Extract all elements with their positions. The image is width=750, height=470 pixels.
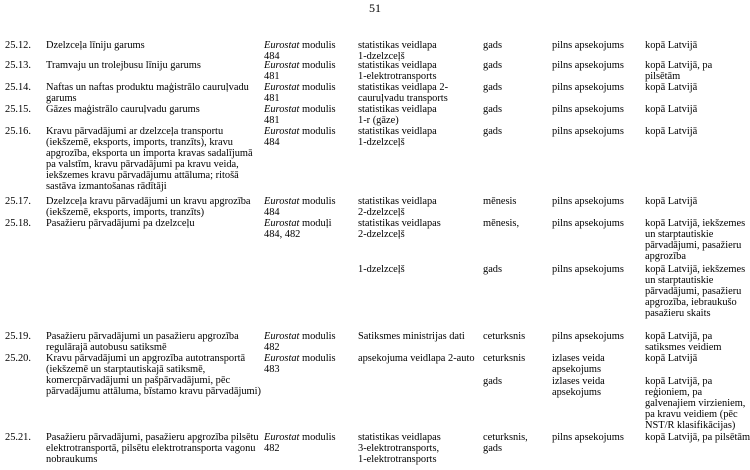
row-number: 25.14. — [5, 82, 31, 93]
indicator-text: Pasažieru pārvadājumi un pasažieru apgrozība regulārajā autobusu satiksmē — [46, 331, 239, 353]
source-module-number: 484 — [264, 51, 280, 62]
source-module — [264, 196, 336, 207]
source-word: modulis — [299, 432, 336, 443]
row-number: 25.21. — [5, 432, 31, 443]
source-module-number: 482 — [264, 342, 280, 353]
row-number: 25.17. — [5, 196, 31, 207]
source-eurostat: Eurostat — [264, 331, 300, 342]
detail: kopā Latvijā — [645, 196, 698, 207]
source-module-number: 481 — [264, 93, 280, 104]
detail: kopā Latvijā, pa satiksmes veidiem — [645, 331, 722, 353]
source-word: modulis — [299, 353, 336, 364]
indicator-text: Pasažieru pārvadājumi pa dzelzceļu — [46, 218, 195, 229]
data-form: Satiksmes ministrijas dati — [358, 331, 465, 342]
source-eurostat: Eurostat — [264, 60, 300, 71]
detail-secondary: kopā Latvijā, pa reģioniem, pa galvenajiem virzieniem, pa kravu veidiem (pēc NST/R klasifikācijas) — [645, 376, 746, 431]
source-module-number: 483 — [264, 364, 280, 375]
data-form: statistikas veidlapa 1-r (gāze) — [358, 104, 437, 126]
data-form: statistikas veidlapas 3-elektrotransports, 1-elektrotransports — [358, 432, 441, 465]
source-module — [264, 82, 336, 93]
detail: kopā Latvijā — [645, 353, 698, 364]
coverage: pilns apsekojums — [552, 104, 624, 115]
source-word: modulis — [299, 331, 336, 342]
data-form: statistikas veidlapas 2-dzelzceļš — [358, 218, 441, 240]
detail-secondary: kopā Latvijā, iekšzemes un starptautiskie pārvadājumi, pasažieru apgrozība, iebraukušo pasažieru skaits — [645, 264, 746, 319]
source-word: modulis — [299, 196, 336, 207]
indicator-text: Tramvaju un trolejbusu līniju garums — [46, 60, 201, 71]
data-form: statistikas veidlapa 2-cauruļvadu transports — [358, 82, 449, 104]
detail: kopā Latvijā, pa pilsētām — [645, 432, 750, 443]
indicator-text: Kravu pārvadājumi ar dzelzceļa transportu (iekšzemē, eksports, imports, tranzīts), kravu apgrozība, eksporta un importa kravas sadalījumā pa valstīm, kravu pārvadājumi pa kravu veida, iekšzemes kravu pārvadājumu attāluma; ritošā sastāva izmantošanas rādītāji — [46, 126, 253, 192]
source-module-number: 481 — [264, 115, 280, 126]
row-number: 25.15. — [5, 104, 31, 115]
coverage: pilns apsekojums — [552, 82, 624, 93]
source-word: modulis — [299, 104, 336, 115]
source-eurostat: Eurostat — [264, 40, 300, 51]
source-module — [264, 218, 331, 229]
row-number: 25.18. — [5, 218, 31, 229]
source-module — [264, 104, 336, 115]
source-module — [264, 331, 336, 342]
row-number: 25.19. — [5, 331, 31, 342]
indicator-text: Naftas un naftas produktu maģistrālo cauruļvadu garums — [46, 82, 249, 104]
detail: kopā Latvijā — [645, 104, 698, 115]
source-module — [264, 126, 336, 137]
data-form: apsekojuma veidlapa 2-auto — [358, 353, 475, 364]
source-module — [264, 60, 336, 71]
row-number: 25.16. — [5, 126, 31, 137]
source-word: modulis — [299, 82, 336, 93]
coverage: pilns apsekojums — [552, 126, 624, 137]
frequency: ceturksnis — [483, 331, 526, 342]
frequency-secondary: gads — [483, 264, 503, 275]
coverage: izlases veida apsekojums — [552, 353, 605, 375]
source-eurostat: Eurostat — [264, 353, 300, 364]
data-form: statistikas veidlapa 1-elektrotransports — [358, 60, 437, 82]
source-module-number: 484 — [264, 137, 280, 148]
frequency: gads — [483, 126, 503, 137]
coverage: pilns apsekojums — [552, 218, 624, 229]
coverage-secondary: izlases veida apsekojums — [552, 376, 605, 398]
row-number: 25.13. — [5, 60, 31, 71]
data-form: statistikas veidlapa 2-dzelzceļš — [358, 196, 437, 218]
coverage: pilns apsekojums — [552, 331, 624, 342]
source-module-number: 481 — [264, 71, 280, 82]
data-form: statistikas veidlapa 1-dzelzceļš — [358, 126, 437, 148]
detail: kopā Latvijā — [645, 126, 698, 137]
indicator-text: Kravu pārvadājumi un apgrozība autotransportā (iekšzemē un starptautiskajā satiksmē, komercpārvadājumi un pašpārvadājumi, pēc pārvadājumu attāluma, bīstamo kravu pārvadājumi) — [46, 353, 261, 397]
source-module-number: 484, 482 — [264, 229, 301, 240]
frequency: gads — [483, 40, 503, 51]
source-eurostat: Eurostat — [264, 196, 300, 207]
indicator-text: Gāzes maģistrālo cauruļvadu garums — [46, 104, 200, 115]
frequency-secondary: gads — [483, 376, 503, 387]
frequency: mēnesis, — [483, 218, 520, 229]
indicator-text: Dzelzceļa līniju garums — [46, 40, 145, 51]
source-eurostat: Eurostat — [264, 104, 300, 115]
source-word: modulis — [299, 40, 336, 51]
coverage: pilns apsekojums — [552, 40, 624, 51]
frequency: gads — [483, 82, 503, 93]
source-eurostat: Eurostat — [264, 82, 300, 93]
coverage-secondary: pilns apsekojums — [552, 264, 624, 275]
frequency: ceturksnis, gads — [483, 432, 528, 454]
indicator-text: Pasažieru pārvadājumi, pasažieru apgrozība pilsētu elektrotransportā, pilsētu elektrotransporta vagonu nobraukums — [46, 432, 259, 465]
source-module — [264, 432, 336, 443]
source-eurostat: Eurostat — [264, 432, 300, 443]
frequency: ceturksnis — [483, 353, 526, 364]
detail: kopā Latvijā — [645, 82, 698, 93]
frequency: mēnesis — [483, 196, 517, 207]
source-word: modulis — [299, 60, 336, 71]
source-eurostat: Eurostat — [264, 126, 300, 137]
source-eurostat: Eurostat — [264, 218, 300, 229]
coverage: pilns apsekojums — [552, 60, 624, 71]
row-number: 25.12. — [5, 40, 31, 51]
detail: kopā Latvijā, pa pilsētām — [645, 60, 713, 82]
frequency: gads — [483, 60, 503, 71]
source-module-number: 482 — [264, 443, 280, 454]
page-number: 51 — [369, 1, 381, 15]
source-module — [264, 353, 336, 364]
data-form-secondary: 1-dzelzceļš — [358, 264, 405, 275]
data-form: statistikas veidlapa 1-dzelzceļš — [358, 40, 437, 62]
source-module — [264, 40, 336, 51]
coverage: pilns apsekojums — [552, 196, 624, 207]
source-module-number: 484 — [264, 207, 280, 218]
row-number: 25.20. — [5, 353, 31, 364]
indicator-text: Dzelzceļa kravu pārvadājumi un kravu apgrozība (iekšzemē, eksports, imports, tranzīts) — [46, 196, 251, 218]
source-word: modulis — [299, 126, 336, 137]
source-word: moduļi — [299, 218, 332, 229]
frequency: gads — [483, 104, 503, 115]
detail: kopā Latvijā — [645, 40, 698, 51]
detail: kopā Latvijā, iekšzemes un starptautiskie pārvadājumi, pasažieru apgrozība — [645, 218, 746, 262]
coverage: pilns apsekojums — [552, 432, 624, 443]
